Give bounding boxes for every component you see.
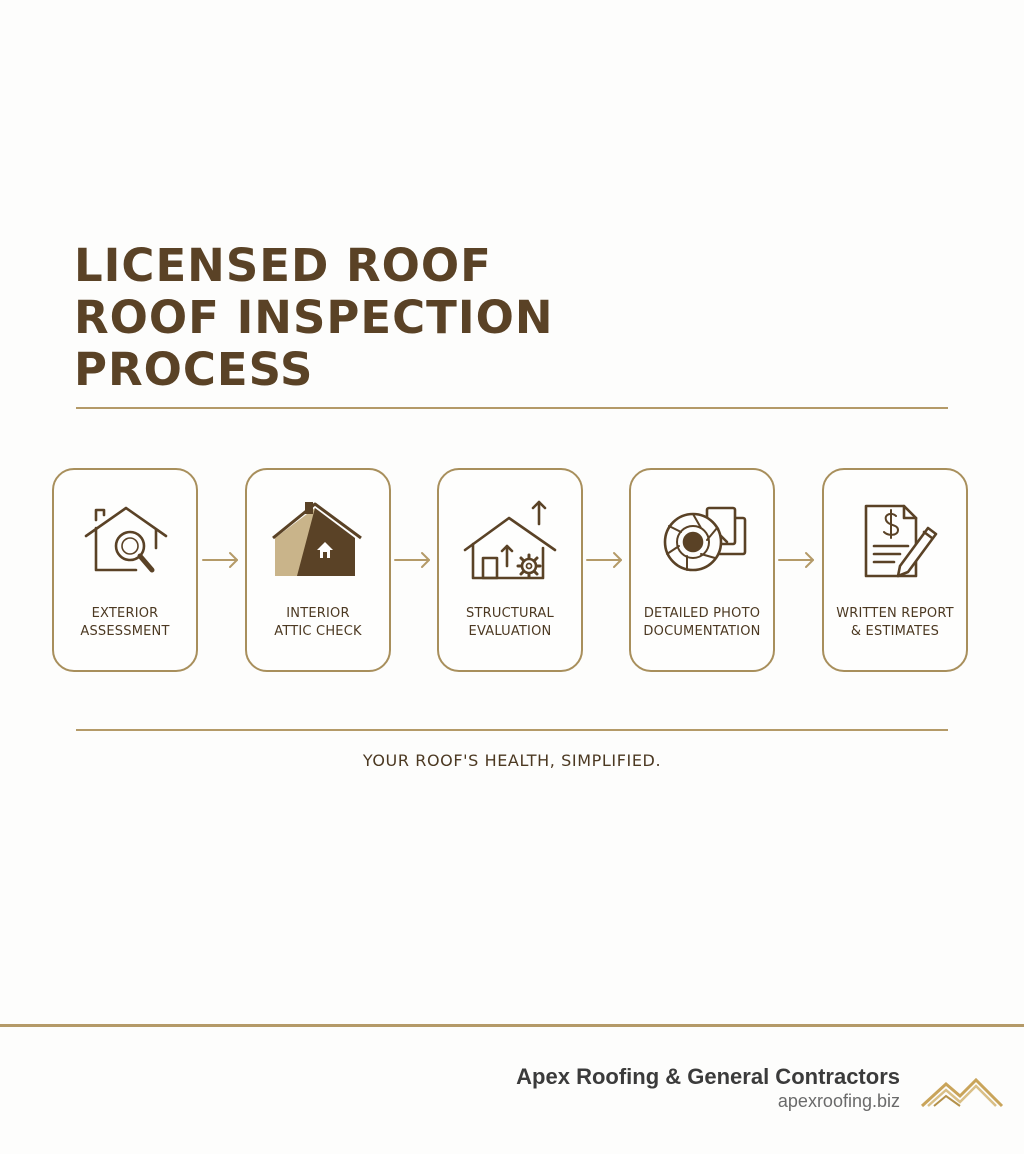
step-card-structural-evaluation bbox=[437, 468, 583, 672]
step-card-interior-attic-check bbox=[245, 468, 391, 672]
company-info bbox=[516, 1064, 900, 1112]
camera-photos-icon bbox=[651, 498, 755, 582]
arrow-right-icon bbox=[393, 548, 433, 572]
title-line-2: ROOF INSPECTION bbox=[74, 291, 554, 344]
house-magnifier-icon bbox=[74, 498, 178, 582]
step-label: WRITTEN REPORT & ESTIMATES bbox=[836, 606, 954, 639]
mountain-roof-logo-icon bbox=[920, 1074, 1004, 1108]
steps-divider bbox=[76, 729, 948, 731]
house-gear-icon bbox=[459, 498, 563, 582]
step-card-detailed-photo-documentation bbox=[629, 468, 775, 672]
tagline: YOUR ROOF'S HEALTH, SIMPLIFIED. bbox=[362, 751, 662, 770]
arrow-right-icon bbox=[585, 548, 625, 572]
attic-house-icon bbox=[267, 498, 371, 582]
step-card-exterior-assessment bbox=[52, 468, 198, 672]
process-steps bbox=[52, 468, 972, 674]
company-url[interactable]: apexroofing.biz bbox=[777, 1091, 900, 1111]
step-label: STRUCTURAL EVALUATION bbox=[466, 606, 554, 639]
page-title bbox=[74, 240, 553, 396]
footer-divider bbox=[0, 1024, 1024, 1027]
step-label: INTERIOR ATTIC CHECK bbox=[274, 606, 362, 639]
title-divider bbox=[76, 407, 948, 409]
company-name: Apex Roofing & General Contractors bbox=[516, 1064, 900, 1089]
step-label: DETAILED PHOTO DOCUMENTATION bbox=[643, 606, 761, 639]
report-pen-icon bbox=[844, 498, 948, 582]
arrow-right-icon bbox=[201, 548, 241, 572]
title-line-3: PROCESS bbox=[74, 343, 314, 396]
step-label: EXTERIOR ASSESSMENT bbox=[80, 606, 170, 639]
title-line-1: LICENSED ROOF bbox=[74, 239, 492, 292]
step-card-written-report-estimates bbox=[822, 468, 968, 672]
arrow-right-icon bbox=[777, 548, 817, 572]
